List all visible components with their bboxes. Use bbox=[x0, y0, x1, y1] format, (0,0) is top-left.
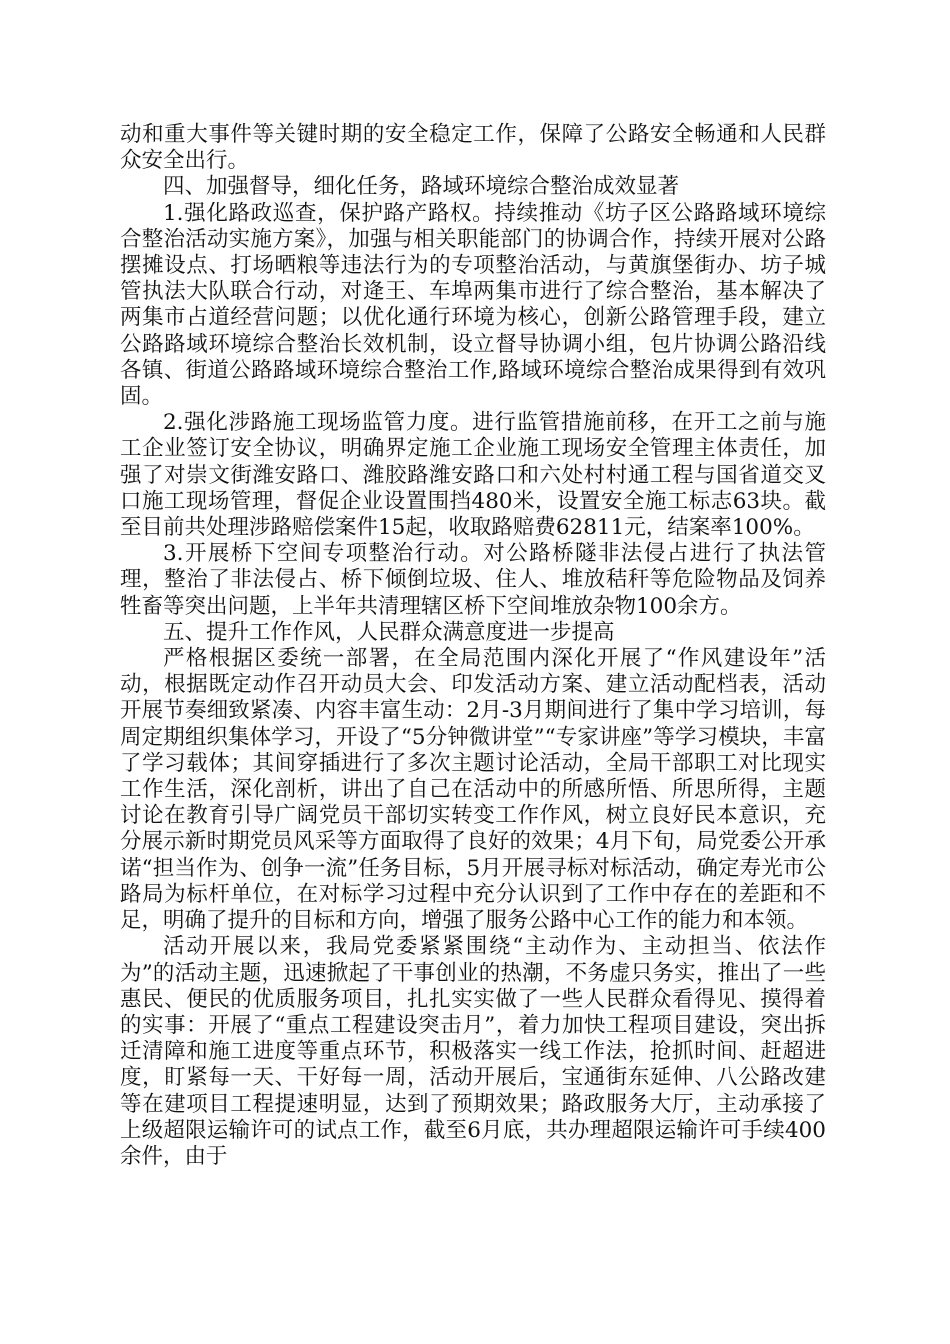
section-heading-4: 四、加强督导，细化任务，路域环境综合整治成效显著 bbox=[163, 174, 680, 200]
paragraph-continuation: 动和重大事件等关键时期的安全稳定工作，保障了公路安全畅通和人民群众安全出行。 bbox=[120, 122, 826, 174]
paragraph-road-patrol: 1.强化路政巡查，保护路产路权。持续推动《坊子区公路路域环境综合整治活动实施方案》，加强与相关职能部门的协调合作，持续开展对公路摆摊设点、打场晒粮等违法行为的专项整治活动，与黄旗堡街办、坊子城管执法大队联合行动，对逄王、车埠两集市进行了综合整治，基本解决了两集市占道经营问题；以优化通行环境为核心，创新公路管理手段，建立公路路域环境综合整治长效机制，设立督导协调小组，包片协调公路沿线各镇、街道公路路域环境综合整治工作,路域环境综合整治成果得到有效巩固。 bbox=[120, 200, 826, 410]
document-page bbox=[120, 122, 826, 1170]
section-heading-5: 五、提升工作作风，人民群众满意度进一步提高 bbox=[163, 619, 615, 645]
paragraph-under-bridge-space: 3.开展桥下空间专项整治行动。对公路桥隧非法侵占进行了执法管理，整治了非法侵占、桥下倾倒垃圾、住人、堆放秸秆等危险物品及饲养牲畜等突出问题，上半年共清理辖区桥下空间堆放杂物100余方。 bbox=[120, 541, 826, 619]
paragraph-activity-results: 活动开展以来，我局党委紧紧围绕“主动作为、主动担当、依法作为”的活动主题，迅速掀起了干事创业的热潮，不务虚只务实，推出了一些惠民、便民的优质服务项目，扎扎实实做了一些人民群众看得见、摸得着的实事：开展了“重点工程建设突击月”，着力加快工程项目建设，突出拆迁清障和施工进度等重点环节，积极落实一线工作法，抢抓时间、赶超进度，盯紧每一天、干好每一周，活动开展后，宝通街东延伸、八公路改建等在建项目工程提速明显，达到了预期效果；路政服务大厅，主动承接了上级超限运输许可的试点工作，截至6月底，共办理超限运输许可手续400余件，由于 bbox=[120, 934, 826, 1169]
paragraph-construction-supervision: 2.强化涉路施工现场监管力度。进行监管措施前移，在开工之前与施工企业签订安全协议，明确界定施工企业施工现场安全管理主体责任，加强了对崇文街潍安路口、潍胶路潍安路口和六处村村通工程与国省道交叉口施工现场管理，督促企业设置围挡480米，设置安全施工标志63块。截至目前共处理涉路赔偿案件15起，收取路赔费62811元，结案率100%。 bbox=[120, 410, 826, 541]
paragraph-work-style: 严格根据区委统一部署，在全局范围内深化开展了“作风建设年”活动，根据既定动作召开动员大会、印发活动方案、建立活动配档表，活动开展节奏细致紧凑、内容丰富生动：2月-3月期间进行了集中学习培训，每周定期组织集体学习，开设了“5分钟微讲堂”“专家讲座”等学习模块，丰富了学习载体；其间穿插进行了多次主题讨论活动，全局干部职工对比现实工作生活，深化剖析，讲出了自己在活动中的所感所悟、所思所得，主题讨论在教育引导广阔党员干部切实转变工作作风，树立良好民本意识，充分展示新时期党员风采等方面取得了良好的效果；4月下旬，局党委公开承诺“担当作为、创争一流”任务目标，5月开展寻标对标活动，确定寿光市公路局为标杆单位，在对标学习过程中充分认识到了工作中存在的差距和不足，明确了提升的目标和方向，增强了服务公路中心工作的能力和本领。 bbox=[120, 646, 826, 934]
